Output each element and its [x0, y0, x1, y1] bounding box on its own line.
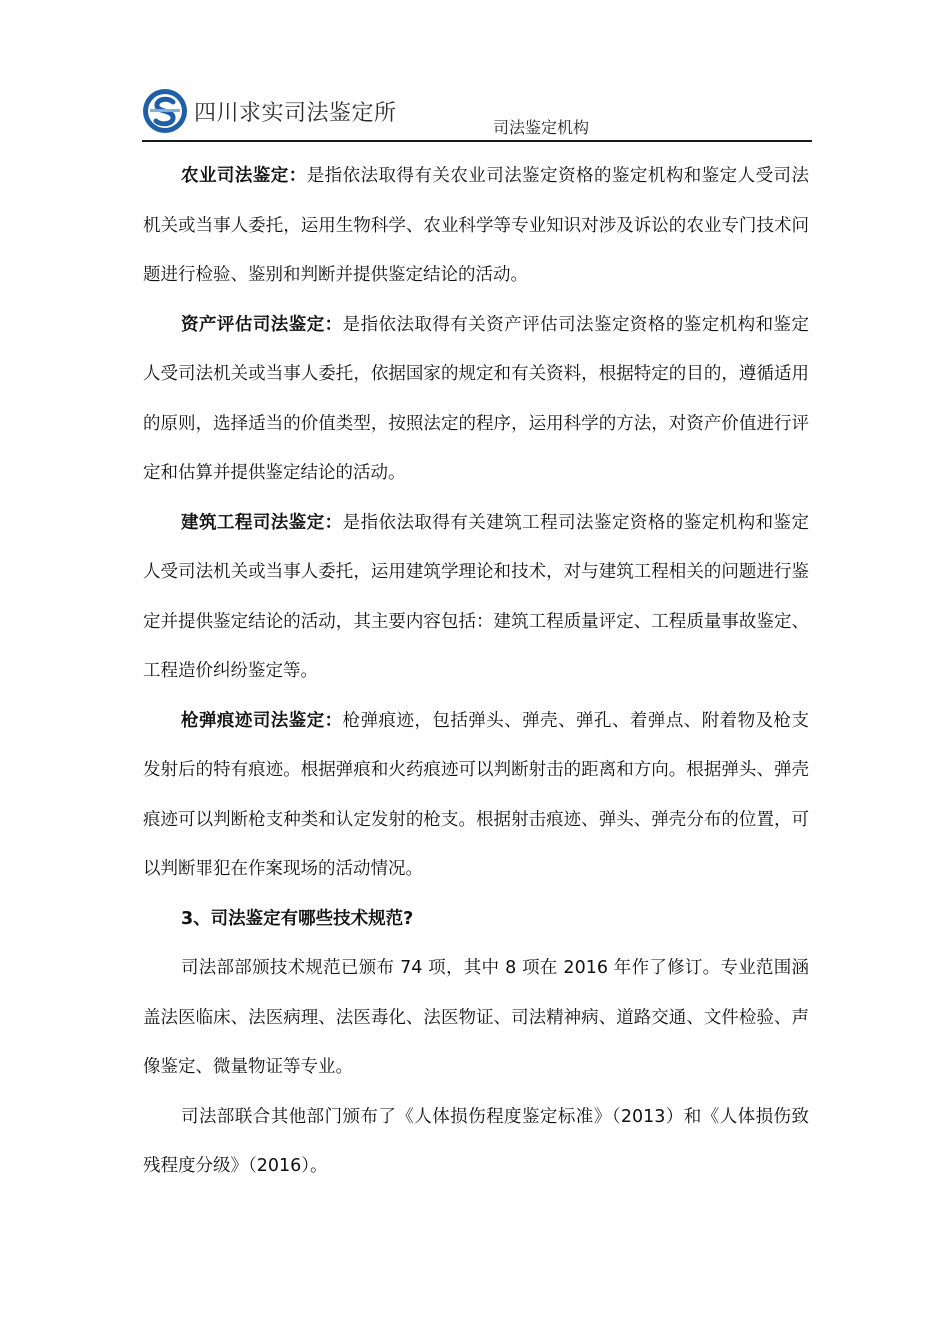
paragraph-joint-standards: 司法部联合其他部门颁布了《人体损伤程度鉴定标准》（2013）和《人体损伤致残程度分级》（2016）。 [143, 1106, 809, 1176]
term-definition: 枪弹痕迹，包括弹头、弹壳、弹孔、着弹点、附着物及枪支发射后的特有痕迹。根据弹痕和火药痕迹可以判断射击的距离和方向。根据弹头、弹壳痕迹可以判断枪支种类和认定发射的枪支。根据射击痕迹、弹头、弹壳分布的位置，可以判断罪犯在作案现场的活动情况。 [143, 710, 810, 879]
page-header [142, 84, 812, 142]
term-definition: 是指依法取得有关农业司法鉴定资格的鉴定机构和鉴定人受司法机关或当事人委托，运用生物科学、农业科学等专业知识对涉及诉讼的农业专门技术问题进行检验、鉴别和判断并提供鉴定结论的活动。 [143, 166, 810, 285]
paragraph-agriculture [143, 152, 809, 301]
term-label: 农业司法鉴定： [181, 166, 307, 186]
document-body [143, 152, 809, 1192]
term-definition: 是指依法取得有关建筑工程司法鉴定资格的鉴定机构和鉴定人受司法机关或当事人委托，运用建筑学理论和技术，对与建筑工程相关的问题进行鉴定并提供鉴定结论的活动，其主要内容包括：建筑工程质量评定、工程质量事故鉴定、工程造价纠纷鉴定等。 [143, 512, 810, 681]
s-logo-icon [142, 88, 188, 134]
logo-text: 四川求实司法鉴定所 [194, 100, 397, 126]
header-divider [142, 140, 812, 142]
paragraph-standards: 司法部部颁技术规范已颁布 74 项，其中 8 项在 2016 年作了修订。专业范围涵盖法医临床、法医病理、法医毒化、法医物证、司法精神病、道路交通、文件检验、声像鉴定、微量物证等专业。 [143, 958, 809, 1077]
term-label: 资产评估司法鉴定： [181, 314, 343, 335]
term-definition: 是指依法取得有关资产评估司法鉴定资格的鉴定机构和鉴定人受司法机关或当事人委托，依据国家的规定和有关资料，根据特定的目的，遵循适用的原则，选择适当的价值类型，按照法定的程序，运用科学的方法，对资产价值进行评定和估算并提供鉴定结论的活动。 [143, 314, 810, 483]
section-heading: 3、司法鉴定有哪些技术规范? [181, 908, 414, 929]
term-label: 枪弹痕迹司法鉴定： [181, 710, 343, 731]
paragraph-asset-appraisal [143, 301, 809, 499]
paragraph-firearm-traces [143, 697, 809, 895]
term-label: 建筑工程司法鉴定： [181, 512, 343, 533]
logo [142, 84, 397, 138]
header-title: 司法鉴定机构 [493, 118, 590, 137]
paragraph-construction [143, 499, 809, 697]
